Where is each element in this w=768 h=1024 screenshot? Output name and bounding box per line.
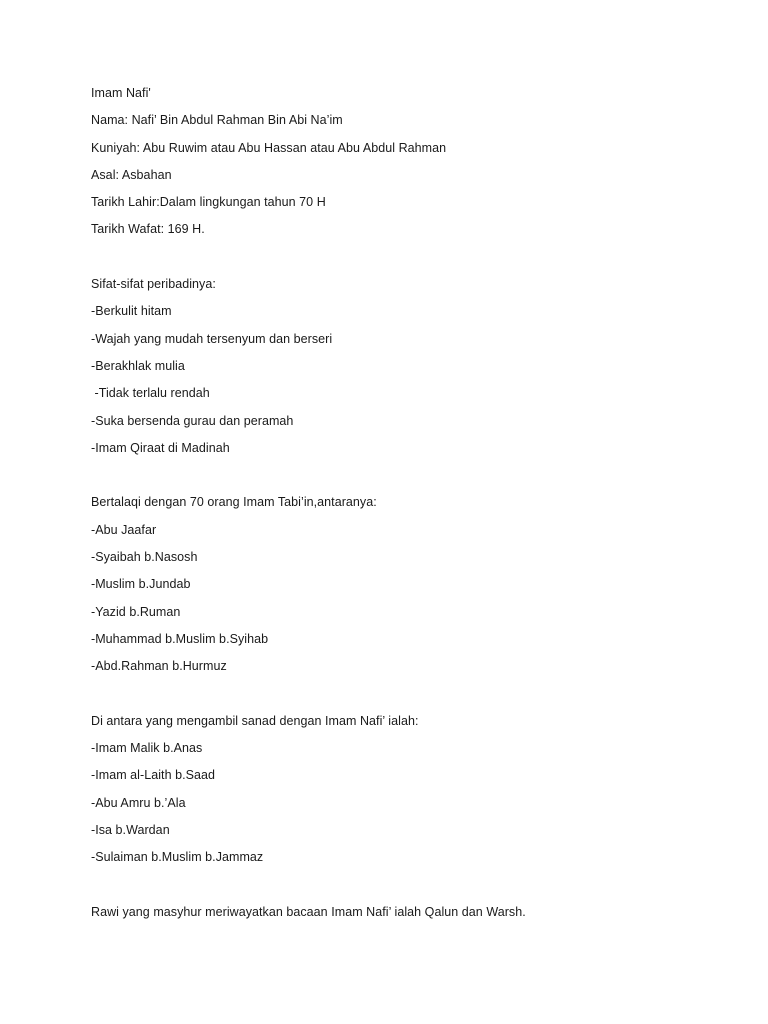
document-title: Imam Nafi': [91, 86, 151, 100]
spacer: [91, 685, 731, 712]
sifat-section: [91, 275, 731, 457]
sifat-item: -Tidak terlalu rendah: [91, 386, 210, 401]
kuniyah-line: Kuniyah: Abu Ruwim atau Abu Hassan atau Abu Abdul Rahman: [91, 140, 447, 155]
murid-item: -Isa b.Wardan: [91, 823, 170, 838]
guru-item: -Syaibah b.Nasosh: [91, 550, 198, 565]
asal-line: Asal: Asbahan: [91, 167, 172, 182]
spacer: [91, 248, 731, 275]
document-page: [91, 84, 731, 930]
murid-heading: Di antara yang mengambil sanad dengan Imam Nafi’ ialah:: [91, 713, 419, 728]
murid-item: -Imam al-Laith b.Saad: [91, 768, 216, 783]
guru-item: -Abd.Rahman b.Hurmuz: [91, 659, 227, 674]
sifat-heading: Sifat-sifat peribadinya:: [91, 277, 216, 292]
spacer: [91, 466, 731, 493]
spacer: [91, 876, 731, 903]
guru-section: [91, 493, 731, 675]
tarikh-wafat-line: Tarikh Wafat: 169 H.: [91, 222, 205, 237]
sifat-item: -Imam Qiraat di Madinah: [91, 440, 230, 455]
murid-item: -Abu Amru b.’Ala: [91, 795, 186, 810]
biodata-section: [91, 84, 731, 238]
guru-item: -Abu Jaafar: [91, 522, 157, 537]
sifat-item: -Berakhlak mulia: [91, 358, 185, 373]
guru-item: -Yazid b.Ruman: [91, 604, 181, 619]
sifat-item: -Suka bersenda gurau dan peramah: [91, 413, 294, 428]
guru-heading: Bertalaqi dengan 70 orang Imam Tabi’in,antaranya:: [91, 495, 377, 510]
sifat-item: -Berkulit hitam: [91, 304, 172, 319]
nama-line: Nama: Nafi’ Bin Abdul Rahman Bin Abi Na’im: [91, 113, 343, 128]
tarikh-lahir-line: Tarikh Lahir:Dalam lingkungan tahun 70 H: [91, 195, 326, 210]
sifat-item: -Wajah yang mudah tersenyum dan berseri: [91, 331, 333, 346]
murid-item: -Sulaiman b.Muslim b.Jammaz: [91, 850, 264, 865]
guru-item: -Muslim b.Jundab: [91, 577, 191, 592]
murid-item: -Imam Malik b.Anas: [91, 741, 203, 756]
guru-item: -Muhammad b.Muslim b.Syihab: [91, 631, 269, 646]
rawi-line: Rawi yang masyhur meriwayatkan bacaan Imam Nafi’ ialah Qalun dan Warsh.: [91, 904, 526, 919]
murid-section: [91, 712, 731, 866]
